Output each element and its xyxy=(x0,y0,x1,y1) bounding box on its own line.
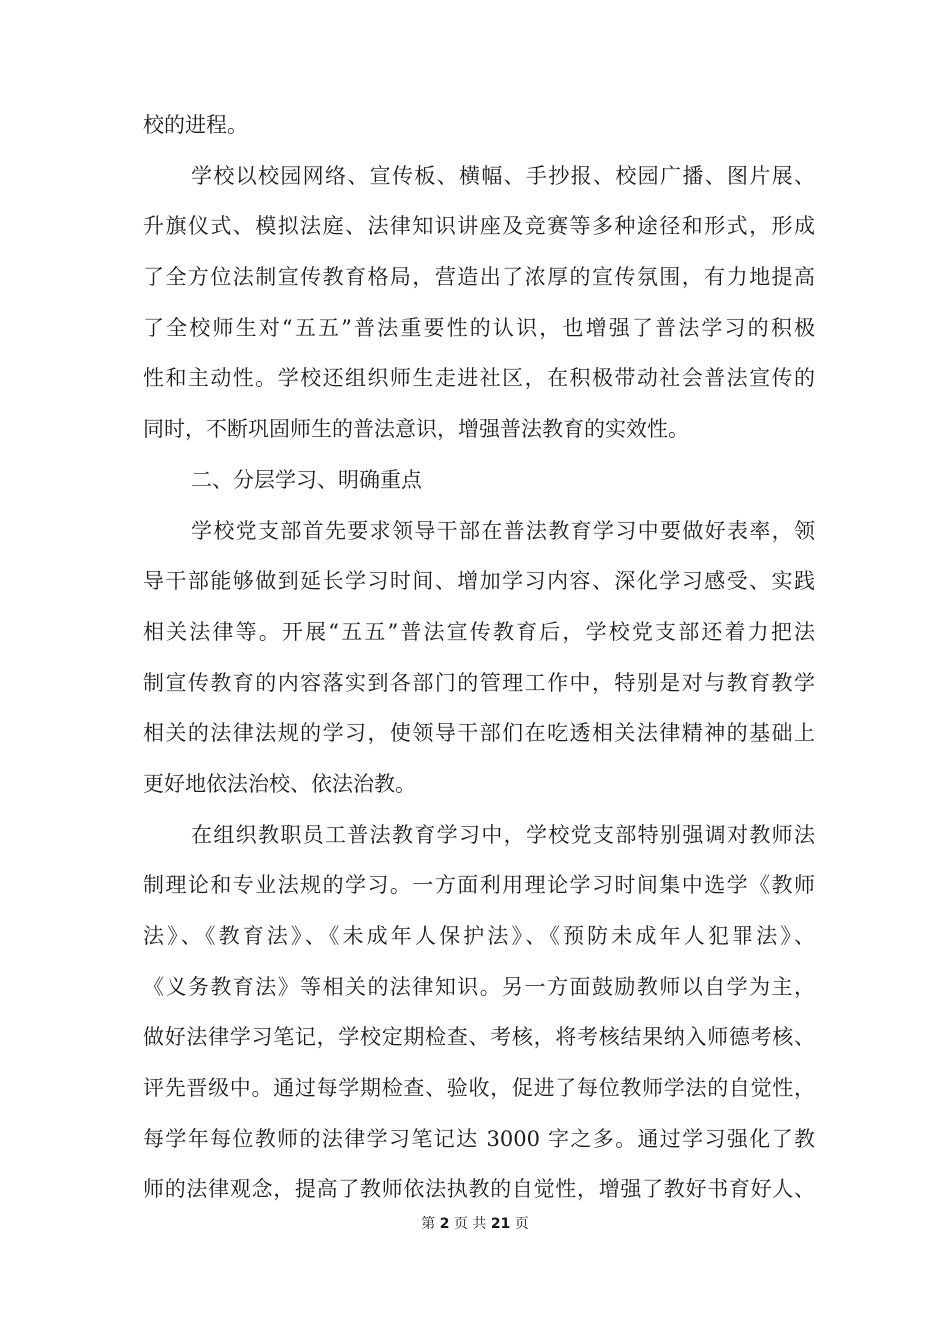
text-line: 师的法律观念，提高了教师依法执教的自觉性，增强了教好书育好人、 xyxy=(143,1177,815,1202)
text-line: 导干部能够做到延长学习时间、增加学习内容、深化学习感受、实践 xyxy=(143,569,815,594)
text-line: 性和主动性。学校还组织师生走进社区，在积极带动社会普法宣传的 xyxy=(143,366,815,391)
text-line: 制理论和专业法规的学习。一方面利用理论学习时间集中选学《教师 xyxy=(143,873,815,898)
text-line: 同时，不断巩固师生的普法意识，增强普法教育的实效性。 xyxy=(143,417,689,442)
text-line: 相关的法律法规的学习，使领导干部们在吃透相关法律精神的基础上 xyxy=(143,721,815,746)
page-number: 2 xyxy=(439,1216,450,1232)
paragraph xyxy=(143,506,815,810)
text-line: 二、分层学习、明确重点 xyxy=(191,467,422,492)
text-line: 做好法律学习笔记，学校定期检查、考核，将考核结果纳入师德考核、 xyxy=(143,1025,815,1050)
paragraph xyxy=(143,100,815,151)
text-line: 了全方位法制宣传教育格局，营造出了浓厚的宣传氛围，有力地提高 xyxy=(143,265,815,290)
text-line: 校的进程。 xyxy=(143,113,248,137)
text-line: 学校党支部首先要求领导干部在普法教育学习中要做好表率，领 xyxy=(191,518,815,543)
document-body xyxy=(143,100,815,1215)
page-total: 21 xyxy=(490,1216,511,1232)
text-line: 了全校师生对“五五”普法重要性的认识，也增强了普法学习的积极 xyxy=(143,315,815,340)
text-line: 在组织教职员工普法教育学习中，学校党支部特别强调对教师法 xyxy=(191,822,815,847)
text-line: 每学年每位教师的法律学习笔记达 3000 字之多。通过学习强化了教 xyxy=(143,1126,815,1151)
paragraph xyxy=(143,810,815,1216)
text-line: 制宣传教育的内容落实到各部门的管理工作中，特别是对与教育教学 xyxy=(143,670,815,695)
text-line: 更好地依法治校、依法治教。 xyxy=(143,771,416,796)
text-line: 相关法律等。开展“五五”普法宣传教育后，学校党支部还着力把法 xyxy=(143,619,815,644)
text-line: 评先晋级中。通过每学期检查、验收，促进了每位教师学法的自觉性， xyxy=(143,1076,815,1101)
footer-middle: 页 共 xyxy=(453,1216,487,1232)
section-heading xyxy=(143,455,815,506)
text-line: 法》、《教育法》、《未成年人保护法》、《预防未成年人犯罪法》、 xyxy=(143,924,815,948)
footer-suffix: 页 xyxy=(514,1216,529,1232)
page-footer xyxy=(0,1214,950,1234)
text-line: 升旗仪式、模拟法庭、法律知识讲座及竞赛等多种途径和形式，形成 xyxy=(143,214,815,239)
footer-prefix: 第 xyxy=(421,1216,436,1232)
paragraph xyxy=(143,151,815,455)
text-line: 《义务教育法》等相关的法律知识。另一方面鼓励教师以自学为主， xyxy=(143,974,815,999)
text-line: 学校以校园网络、宣传板、横幅、手抄报、校园广播、图片展、 xyxy=(191,163,815,188)
